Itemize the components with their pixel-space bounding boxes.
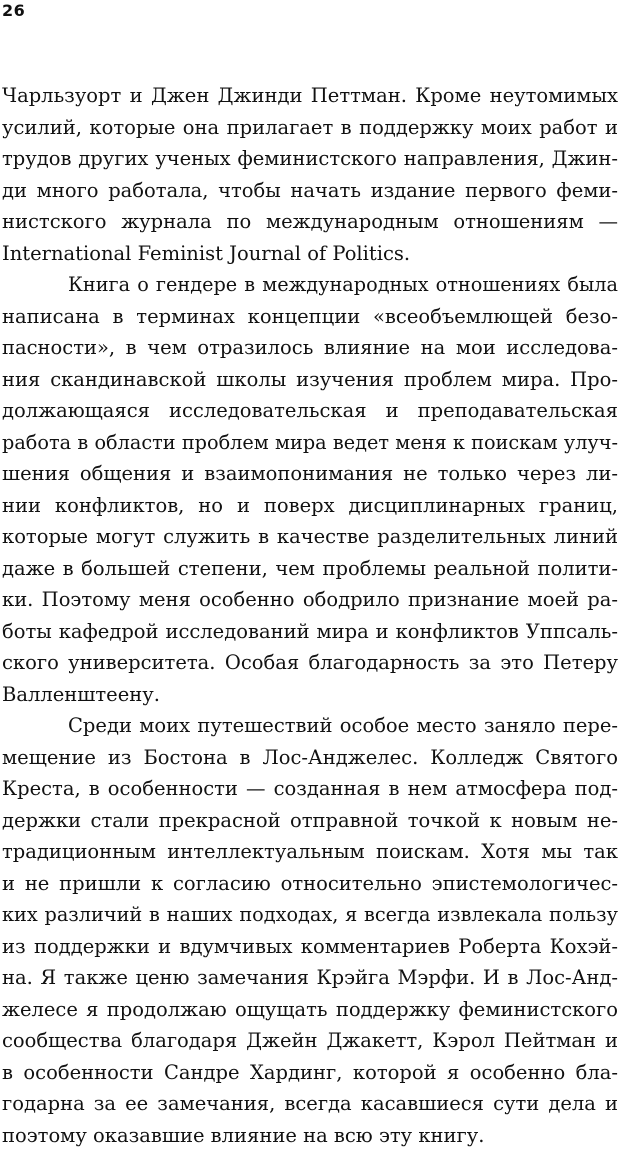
text-line: держки стали прекрасной отправной точкой к новым не- [2,805,618,837]
text-line: и не пришли к согласию относительно эпистемологичес- [2,868,618,900]
text-line: нистского журнала по международным отношениям — [2,206,618,238]
text-line: трудов других ученых феминистского направления, Джин- [2,143,618,175]
text-line: из поддержки и вдумчивых комментариев Роберта Кохэй- [2,931,618,963]
text-line: ди много работала, чтобы начать издание первого феми- [2,175,618,207]
text-line: поэтому оказавшие влияние на всю эту книгу. [2,1120,618,1151]
text-line: написана в терминах концепции «всеобъемлющей безо- [2,301,618,333]
text-line: сообщества благодаря Джейн Джакетт, Кэрол Пейтман и [2,1025,618,1057]
text-line: Среди моих путешествий особое место заняло пере- [2,710,618,742]
page-number: 26 [2,2,25,20]
paragraph-3 [2,710,618,1151]
text-line: боты кафедрой исследований мира и конфликтов Уппсаль- [2,616,618,648]
text-line: мещение из Бостона в Лос-Анджелес. Колледж Святого [2,742,618,774]
text-line: ния скандинавской школы изучения проблем мира. Про- [2,364,618,396]
paragraph-1 [2,80,618,269]
text-line: Валленштеену. [2,679,618,711]
text-line: Креста, в особенности — созданная в нем атмосфера под- [2,773,618,805]
text-line: даже в большей степени, чем проблемы реальной полити- [2,553,618,585]
text-body [2,80,618,1151]
text-line: желесе я продолжаю ощущать поддержку феминистского [2,994,618,1026]
text-line: ского университета. Особая благодарность за это Петеру [2,647,618,679]
text-line: годарна за ее замечания, всегда касавшиеся сути дела и [2,1088,618,1120]
text-line: Книга о гендере в международных отношениях была [2,269,618,301]
text-line: ких различий в наших подходах, я всегда извлекала пользу [2,899,618,931]
paragraph-2 [2,269,618,710]
text-line: которые могут служить в качестве разделительных линий [2,521,618,553]
text-line: Чарльзуорт и Джен Джинди Петтман. Кроме неутомимых [2,80,618,112]
text-line: на. Я также ценю замечания Крэйга Мэрфи. И в Лос-Анд- [2,962,618,994]
text-line: работа в области проблем мира ведет меня к поискам улуч- [2,427,618,459]
text-line: нии конфликтов, но и поверх дисциплинарных границ, [2,490,618,522]
text-line: усилий, которые она прилагает в поддержку моих работ и [2,112,618,144]
text-line: International Feminist Journal of Politics. [2,238,618,270]
text-line: пасности», в чем отразилось влияние на мои исследова- [2,332,618,364]
text-line: традиционным интеллектуальным поискам. Хотя мы так [2,836,618,868]
text-line: в особенности Сандре Хардинг, которой я особенно бла- [2,1057,618,1089]
text-line: шения общения и взаимопонимания не только через ли- [2,458,618,490]
text-line: должающаяся исследовательская и преподавательская [2,395,618,427]
text-line: ки. Поэтому меня особенно ободрило признание моей ра- [2,584,618,616]
